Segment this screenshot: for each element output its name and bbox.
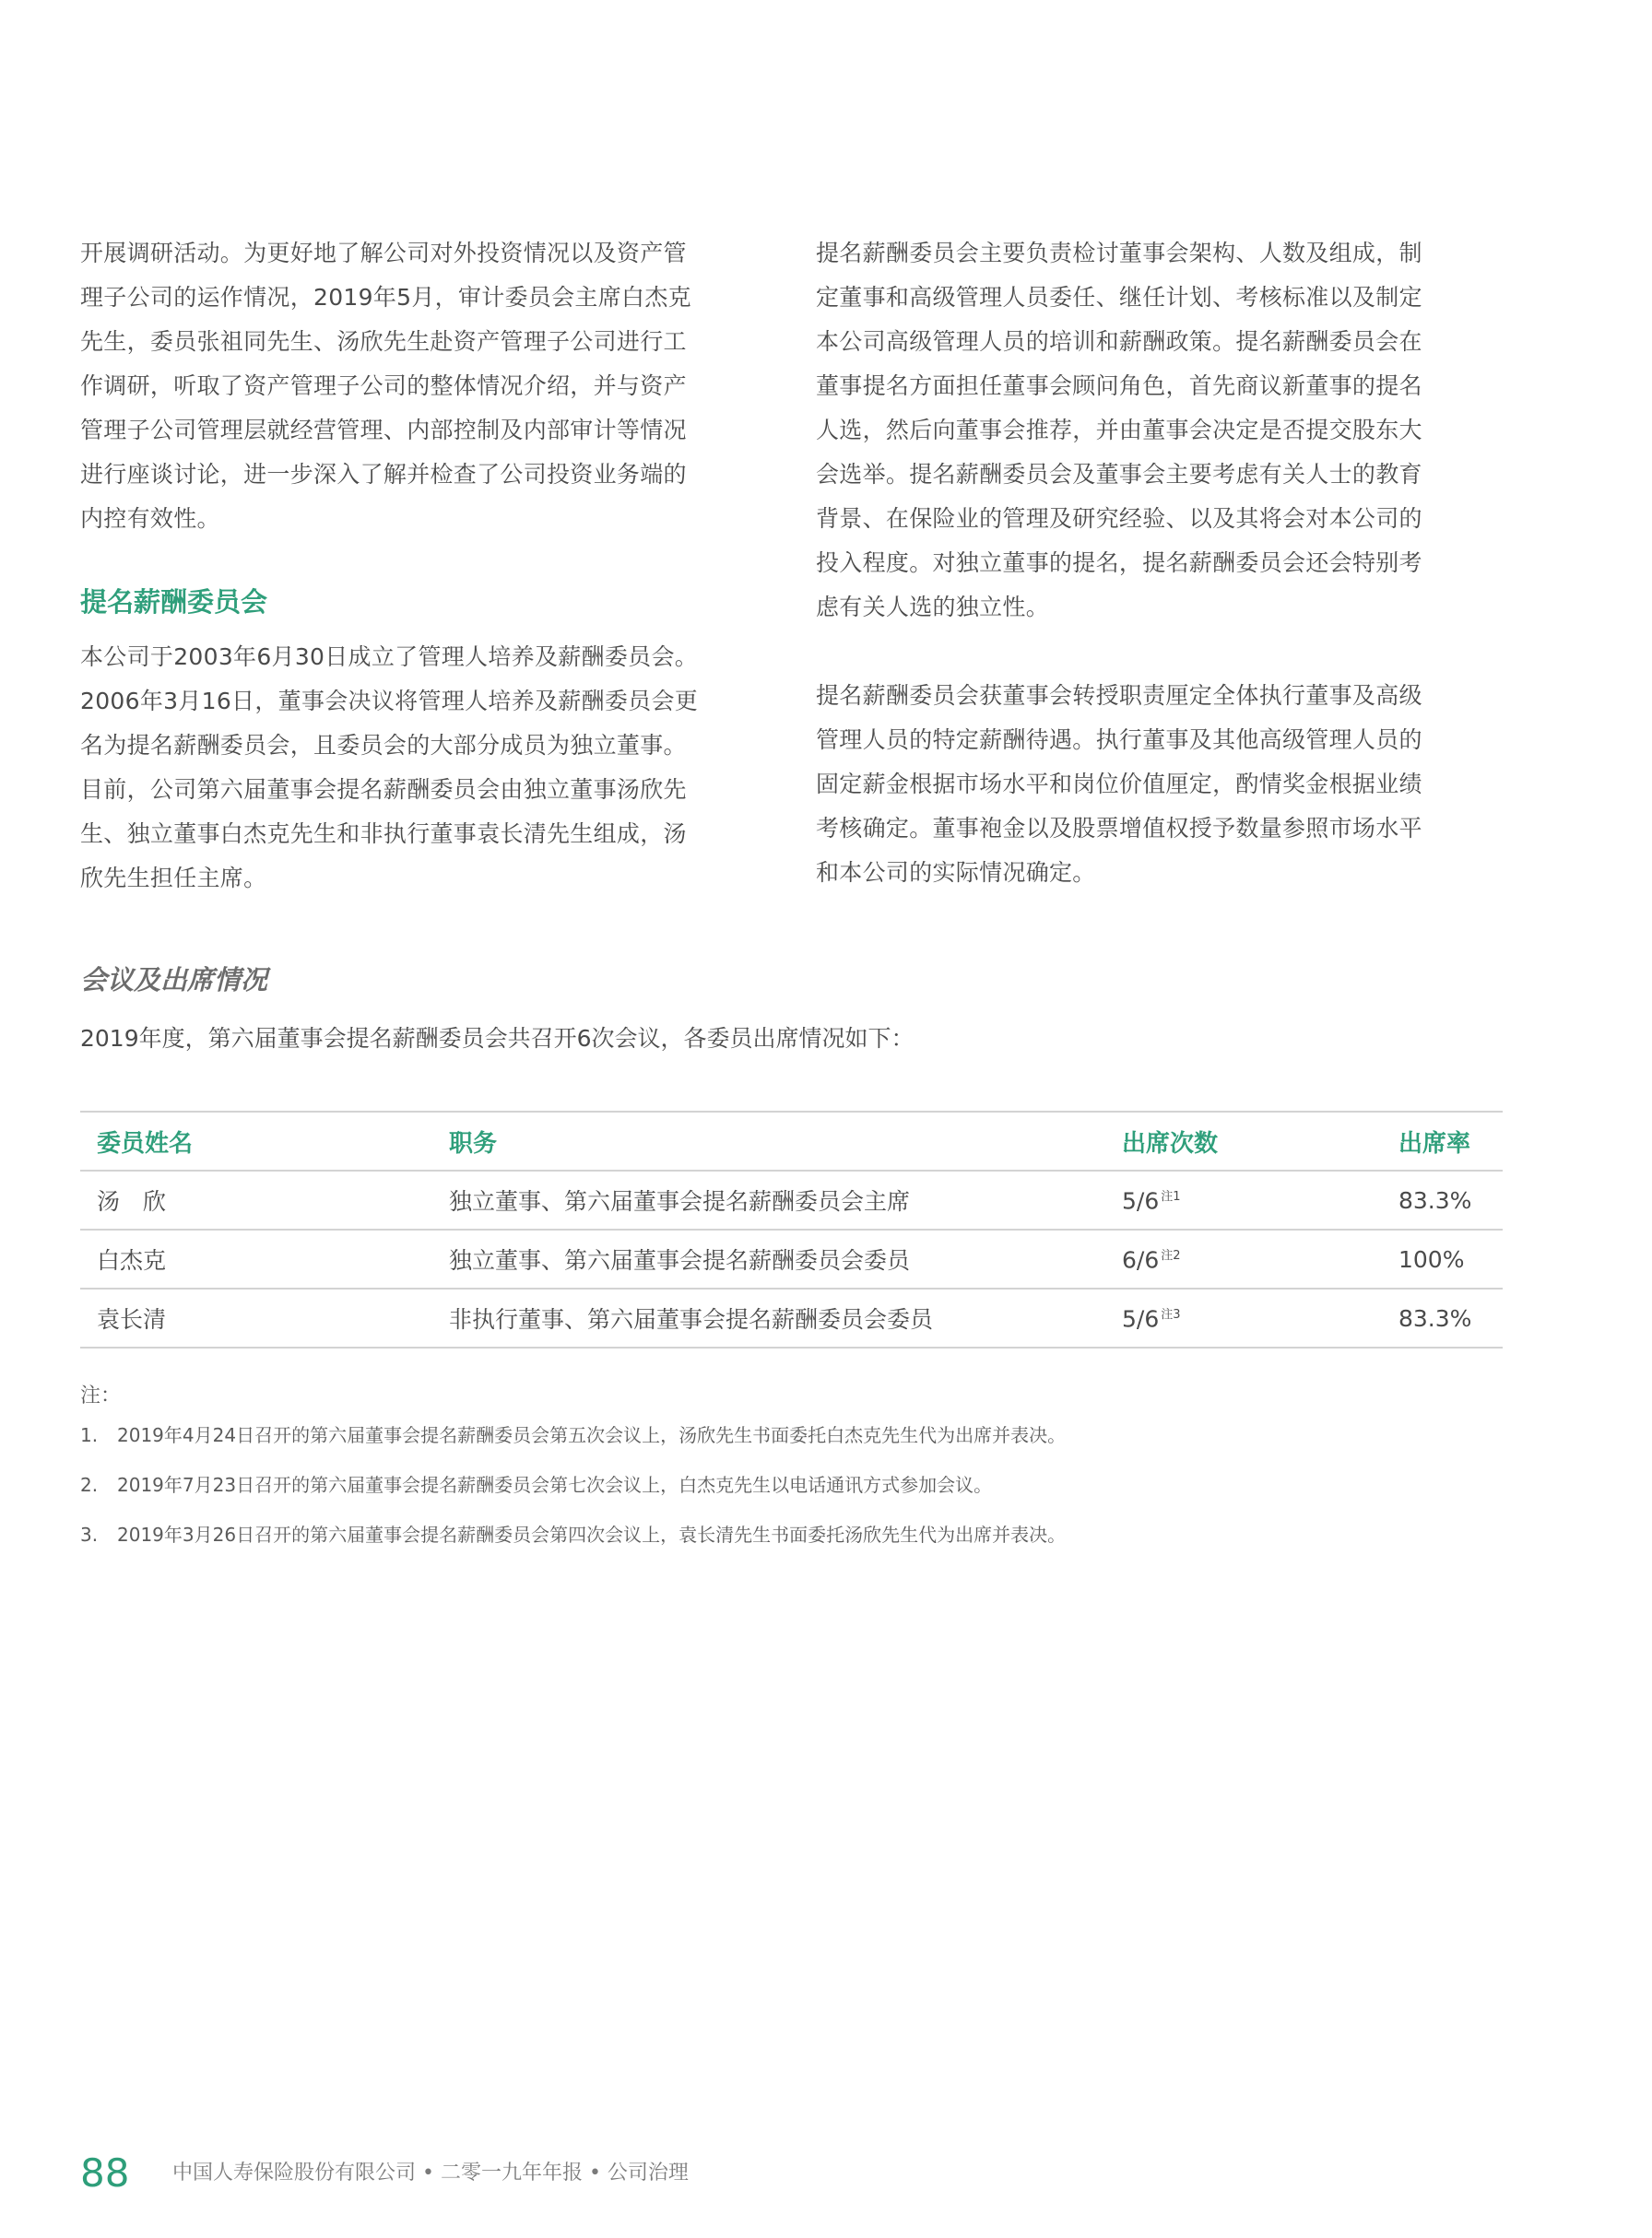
paragraph-line: 进行座谈讨论，进一步深入了解并检查了公司投资业务端的: [80, 461, 687, 488]
left-column-top: [80, 231, 767, 541]
table-row: [80, 1289, 1503, 1348]
member-attendance: [1122, 1230, 1398, 1289]
paragraph-line: 董事提名方面担任董事会顾问角色，首先商议新董事的提名: [816, 372, 1422, 399]
member-attendance: [1122, 1289, 1398, 1348]
paragraph-line: 固定薪金根据市场水平和岗位价值厘定，酌情奖金根据业绩: [816, 771, 1422, 797]
member-name: 袁长清: [80, 1289, 449, 1348]
paragraph-line: 投入程度。对独立董事的提名，提名薪酬委员会还会特别考: [816, 549, 1422, 576]
note-text: 2019年7月23日召开的第六届董事会提名薪酬委员会第七次会议上，白杰克先生以电话通讯方式参加会议。: [117, 1474, 993, 1496]
note-text: 2019年4月24日召开的第六届董事会提名薪酬委员会第五次会议上，汤欣先生书面委托白杰克先生代为出席并表决。: [117, 1424, 1067, 1446]
member-name: 汤 欣: [80, 1171, 449, 1230]
paragraph-line: 作调研，听取了资产管理子公司的整体情况介绍，并与资产: [80, 372, 687, 399]
note-text: 2019年3月26日召开的第六届董事会提名薪酬委员会第四次会议上，袁长清先生书面委托汤欣先生代为出席并表决。: [117, 1524, 1067, 1546]
paragraph-line: 管理子公司管理层就经营管理、内部控制及内部审计等情况: [80, 417, 687, 443]
footnote-ref: 注2: [1161, 1248, 1181, 1263]
attendance-count: 5/6: [1122, 1187, 1160, 1215]
note-number: 3.: [80, 1524, 99, 1546]
note-number: 1.: [80, 1424, 99, 1446]
note-item: [80, 1471, 992, 1499]
member-rate: 83.3%: [1398, 1289, 1503, 1348]
member-role: 独立董事、第六届董事会提名薪酬委员会委员: [449, 1230, 1122, 1289]
column-header-name: 委员姓名: [80, 1112, 449, 1171]
member-role: 独立董事、第六届董事会提名薪酬委员会主席: [449, 1171, 1122, 1230]
paragraph-line: 考核确定。董事袍金以及股票增值权授予数量参照市场水平: [816, 815, 1422, 842]
paragraph-line: 目前，公司第六届董事会提名薪酬委员会由独立董事汤欣先: [80, 776, 687, 803]
paragraph-line: 提名薪酬委员会获董事会转授职责厘定全体执行董事及高级: [816, 682, 1422, 709]
paragraph-line: 和本公司的实际情况确定。: [816, 859, 1096, 886]
section-title-meetings: 会议及出席情况: [80, 964, 268, 995]
member-rate: 83.3%: [1398, 1171, 1503, 1230]
note-number: 2.: [80, 1474, 99, 1496]
table-row: [80, 1230, 1503, 1289]
paragraph-line: 2006年3月16日，董事会决议将管理人培养及薪酬委员会更: [80, 688, 699, 714]
paragraph-line: 本公司于2003年6月30日成立了管理人培养及薪酬委员会。: [80, 643, 699, 670]
paragraph-line: 理子公司的运作情况，2019年5月，审计委员会主席白杰克: [80, 284, 691, 311]
meetings-intro: 2019年度，第六届董事会提名薪酬委员会共召开6次会议，各委员出席情况如下：: [80, 1025, 914, 1052]
footnote-ref: 注1: [1161, 1189, 1181, 1204]
member-role: 非执行董事、第六届董事会提名薪酬委员会委员: [449, 1289, 1122, 1348]
paragraph-line: 会选举。提名薪酬委员会及董事会主要考虑有关人士的教育: [816, 461, 1422, 488]
right-column-bottom: [816, 674, 1503, 895]
paragraph-line: 名为提名薪酬委员会，且委员会的大部分成员为独立董事。: [80, 732, 687, 759]
paragraph-line: 人选，然后向董事会推荐，并由董事会决定是否提交股东大: [816, 417, 1422, 443]
table-row: [80, 1171, 1503, 1230]
left-column-bottom: [80, 635, 767, 901]
paragraph-line: 定董事和高级管理人员委任、继任计划、考核标准以及制定: [816, 284, 1422, 311]
notes-section: [80, 1380, 1067, 1546]
notes-title: 注：: [80, 1384, 122, 1408]
column-header-role: 职务: [449, 1112, 1122, 1171]
paragraph-line: 先生，委员张祖同先生、汤欣先生赴资产管理子公司进行工: [80, 328, 687, 355]
paragraph-line: 背景、在保险业的管理及研究经验、以及其将会对本公司的: [816, 505, 1422, 532]
note-item: [80, 1521, 1066, 1549]
attendance-table: [80, 1111, 1503, 1349]
column-header-attendance: 出席次数: [1122, 1112, 1398, 1171]
member-rate: 100%: [1398, 1230, 1503, 1289]
paragraph-line: 虑有关人选的独立性。: [816, 594, 1050, 620]
attendance-count: 5/6: [1122, 1305, 1160, 1333]
paragraph-line: 内控有效性。: [80, 505, 220, 532]
paragraph-line: 提名薪酬委员会主要负责检讨董事会架构、人数及组成，制: [816, 240, 1422, 266]
paragraph-line: 生、独立董事白杰克先生和非执行董事袁长清先生组成，汤: [80, 820, 687, 847]
footnote-ref: 注3: [1161, 1307, 1181, 1322]
note-item: [80, 1421, 1066, 1449]
paragraph-line: 开展调研活动。为更好地了解公司对外投资情况以及资产管: [80, 240, 687, 266]
member-name: 白杰克: [80, 1230, 449, 1289]
paragraph-line: 管理人员的特定薪酬待遇。执行董事及其他高级管理人员的: [816, 726, 1422, 753]
column-header-rate: 出席率: [1398, 1112, 1503, 1171]
member-attendance: [1122, 1171, 1398, 1230]
section-title-nomination: 提名薪酬委员会: [80, 586, 268, 618]
table-header-row: [80, 1112, 1503, 1171]
page-number: 88: [80, 2150, 130, 2196]
paragraph-line: 欣先生担任主席。: [80, 865, 267, 891]
footer-text: 中国人寿保险股份有限公司 • 二零一九年年报 • 公司治理: [172, 2161, 689, 2185]
attendance-count: 6/6: [1122, 1246, 1160, 1274]
paragraph-line: 本公司高级管理人员的培训和薪酬政策。提名薪酬委员会在: [816, 328, 1422, 355]
right-column-top: [816, 231, 1503, 630]
